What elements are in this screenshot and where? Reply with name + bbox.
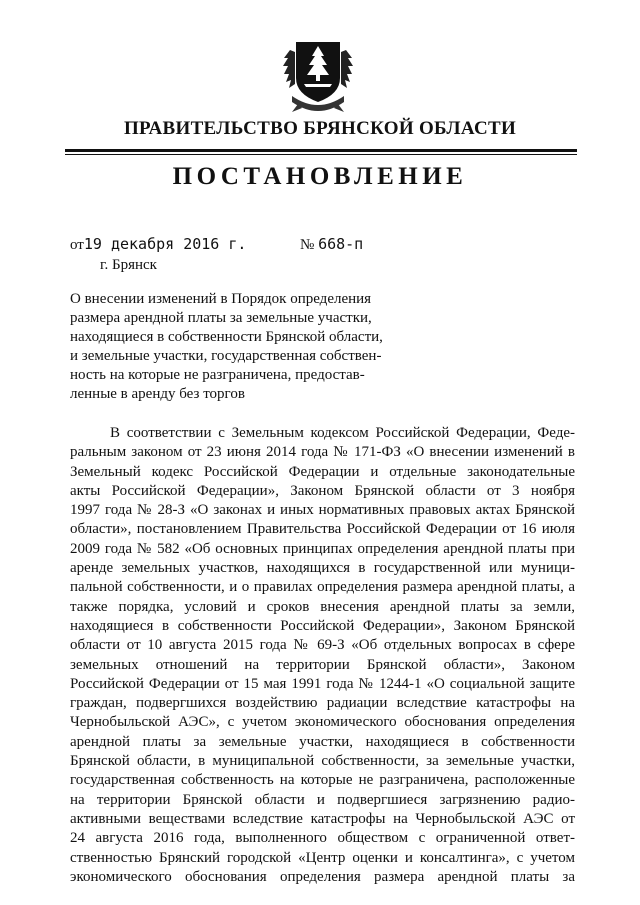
- city-name: г. Брянск: [100, 257, 157, 273]
- coat-of-arms-emblem: [278, 32, 358, 118]
- body-line: 1997 года № 28-З «О законах и иных нормативных правовых актах Брянской: [70, 502, 575, 519]
- body-line: Земельный кодекс Российской Федерации и отдельные законодательные: [70, 463, 575, 480]
- subject-line: размера арендной платы за земельные участки,: [70, 310, 372, 326]
- body-line: 24 августа 2016 года, выполненного обществом с ограниченной ответ-: [70, 830, 575, 847]
- body-line: Чернобыльской АЭС», с учетом экономического обоснования определения: [70, 714, 575, 731]
- subject-line: О внесении изменений в Порядок определения: [70, 291, 372, 307]
- subject-line: находящиеся в собственности Брянской области,: [70, 329, 383, 345]
- body-line: активными веществами вследствие катастрофы на Чернобыльской АЭС от: [70, 810, 575, 827]
- document-number: [300, 235, 363, 254]
- header-divider-thick: [65, 149, 577, 152]
- document-body: [70, 424, 575, 887]
- header-divider-thin: [65, 154, 577, 155]
- body-line: находящиеся в собственности Российской Федерации», Законом Брянской: [70, 617, 575, 634]
- body-line: граждан, подвергшихся воздействию радиации вследствие катастрофы на: [70, 695, 575, 712]
- body-line: арендной платы за земельные участки, находящиеся в собственности: [70, 733, 575, 750]
- body-line: пальной собственности, и о правилах определения размера арендной платы, а: [70, 579, 575, 596]
- body-line: Брянской области, в муниципальной собственности, за земельные участки,: [70, 753, 575, 770]
- body-line: экономического обоснования определения размера арендной платы за: [70, 868, 575, 885]
- body-line: государственная собственность на которые не разграничена, расположенные: [70, 772, 575, 789]
- body-line: на территории Брянской области и подвергшиеся загрязнению радио-: [70, 791, 575, 808]
- body-line: акты Российской Федерации», Законом Брянской области от 3 ноября: [70, 482, 575, 499]
- body-line: ственностью Брянский городской «Центр оценки и консалтинга», с учетом: [70, 849, 575, 866]
- body-line: земельных отношений на территории Брянской области», Законом: [70, 656, 575, 673]
- document-type-title: ПОСТАНОВЛЕНИЕ: [172, 163, 468, 190]
- date-prefix: от: [70, 237, 84, 253]
- body-line: ральным законом от 23 июня 2014 года № 171-ФЗ «О внесении изменений в: [70, 444, 575, 461]
- body-line: 2009 года № 582 «Об основных принципах определения арендной платы при: [70, 540, 575, 557]
- number-value: 668-п: [318, 235, 364, 253]
- body-line: Российской Федерации от 15 мая 1991 года № 1244-1 «О социальной защите: [70, 675, 575, 692]
- date-number-line: [70, 235, 364, 254]
- body-line: аренде земельных участков, находящихся в государственной или муници-: [70, 560, 575, 577]
- body-line: области», постановлением Правительства Российской Федерации от 16 июля: [70, 521, 575, 538]
- document-subject: [70, 290, 390, 404]
- subject-line: ленные в аренду без торгов: [70, 386, 245, 402]
- subject-line: ность на которые не разграничена, предостав-: [70, 367, 365, 383]
- organization-name: ПРАВИТЕЛЬСТВО БРЯНСКОЙ ОБЛАСТИ: [123, 118, 517, 139]
- body-line: также порядка, условий и сроков внесения арендной платы за земли,: [70, 598, 575, 615]
- body-line: области от 10 августа 2015 года № 69-З «Об отдельных вопросах в сфере: [70, 637, 575, 654]
- subject-line: и земельные участки, государственная собствен-: [70, 348, 382, 364]
- number-label: №: [300, 237, 315, 253]
- body-line: В соответствии с Земельным кодексом Российской Федерации, Феде-: [110, 425, 575, 441]
- document-date: 19 декабря 2016 г.: [83, 235, 247, 253]
